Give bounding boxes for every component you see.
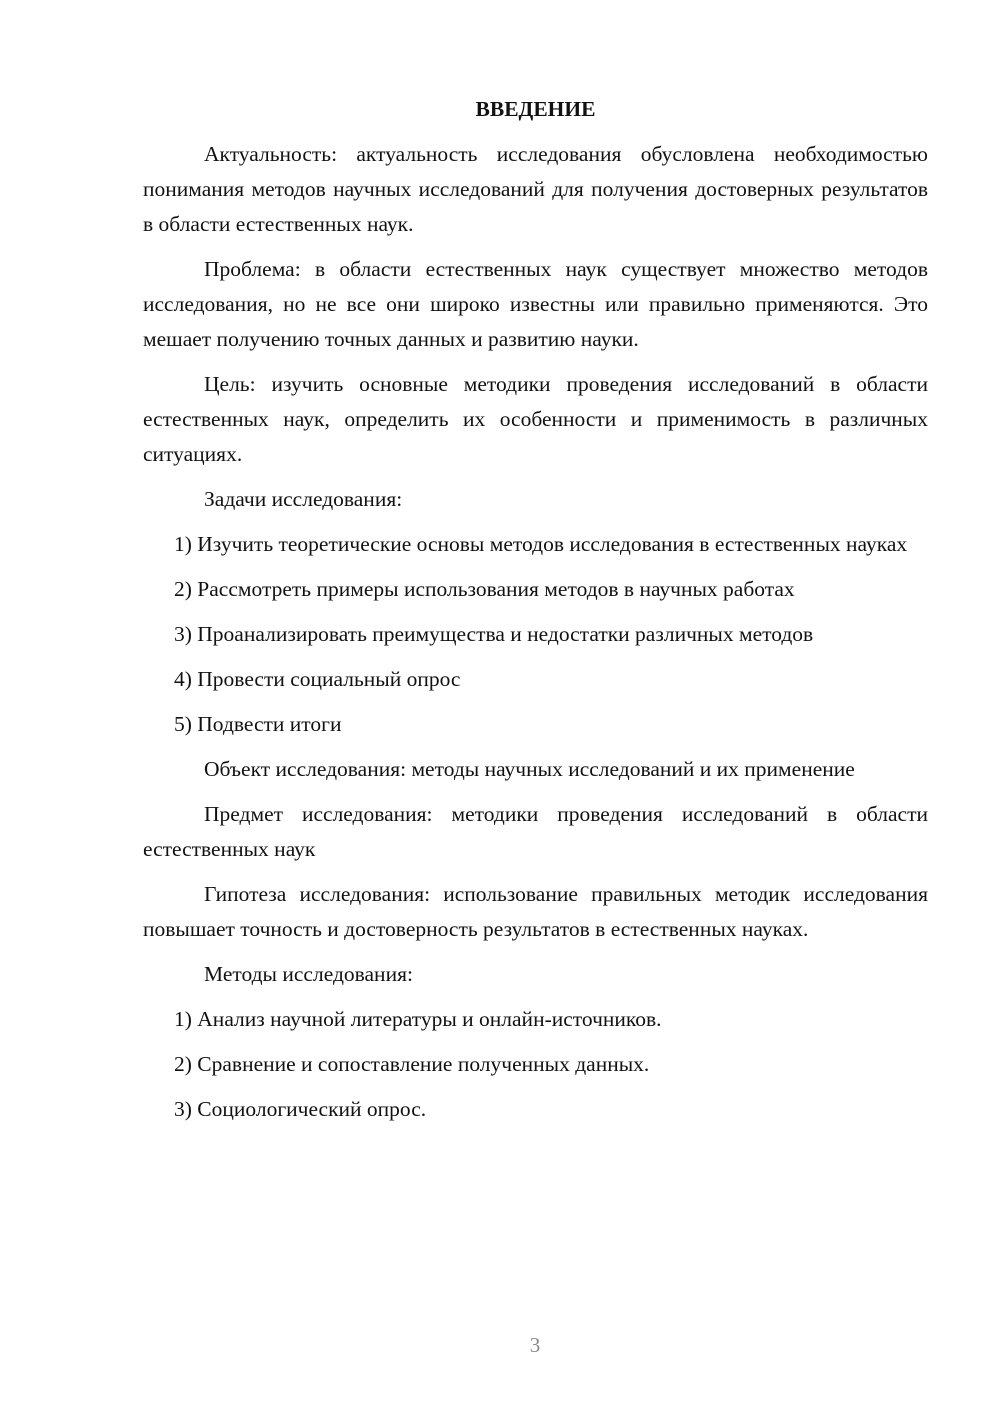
hypothesis-paragraph: Гипотеза исследования: использование правильных методик исследования повышает точность и достоверность результатов в естественных науках. — [143, 882, 928, 941]
subject-paragraph: Предмет исследования: методики проведения исследований в области естественных наук — [143, 802, 928, 861]
page-number: 3 — [529, 1333, 541, 1357]
task-item-3: 3) Проанализировать преимущества и недостатки различных методов — [174, 622, 814, 646]
page-title: ВВЕДЕНИЕ — [475, 97, 596, 121]
methods-heading: Методы исследования: — [204, 962, 413, 986]
method-item-1: 1) Анализ научной литературы и онлайн-источников. — [174, 1007, 662, 1031]
relevance-paragraph: Актуальность: актуальность исследования обусловлена необходимостью понимания методов научных исследований для получения достоверных результатов в области естественных наук. — [143, 142, 928, 236]
method-item-2: 2) Сравнение и сопоставление полученных данных. — [174, 1052, 650, 1076]
goal-paragraph: Цель: изучить основные методики проведения исследований в области естественных наук, определить их особенности и применимость в различных ситуациях. — [143, 372, 928, 466]
task-item-2: 2) Рассмотреть примеры использования методов в научных работах — [174, 577, 795, 601]
task-item-5: 5) Подвести итоги — [174, 712, 342, 736]
page-content — [143, 92, 928, 1137]
method-item-3: 3) Социологический опрос. — [174, 1097, 427, 1121]
object-paragraph: Объект исследования: методы научных исследований и их применение — [204, 757, 855, 781]
problem-paragraph: Проблема: в области естественных наук существует множество методов исследования, но не все они широко известны или правильно применяются. Это мешает получению точных данных и развитию науки. — [143, 257, 928, 351]
task-item-4: 4) Провести социальный опрос — [174, 667, 461, 691]
task-item-1: 1) Изучить теоретические основы методов исследования в естественных науках — [174, 532, 908, 556]
tasks-heading: Задачи исследования: — [204, 487, 403, 511]
